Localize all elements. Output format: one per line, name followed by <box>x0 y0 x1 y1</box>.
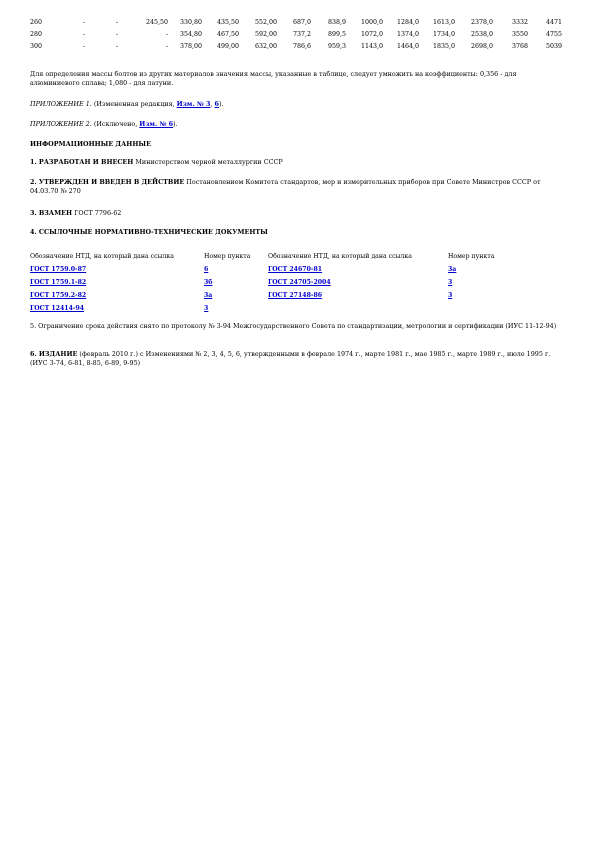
info-item-5-text: 5. Ограничение срока действия снято по протоколу № 3-94 Межгосударственного Совета по стандартизации, метрологии и сертификации (ИУС 11-12-94) <box>30 322 557 330</box>
info-item-4 <box>30 228 562 237</box>
mass-table-cell: 245,50 <box>145 19 168 26</box>
reference-table-row <box>30 302 528 315</box>
standard-link[interactable]: ГОСТ 24705-2004 <box>268 279 331 286</box>
info-heading: ИНФОРМАЦИОННЫЕ ДАННЫЕ <box>30 140 151 148</box>
mass-table-cell: 1613,0 <box>432 19 455 26</box>
mass-table-cell: 899,5 <box>327 31 346 38</box>
info-item-1 <box>30 158 562 167</box>
standard-link[interactable]: ГОСТ 12414-94 <box>30 305 85 312</box>
appendix-1-tail: ). <box>218 100 224 108</box>
appendix-1-label: ПРИЛОЖЕНИЕ 1 <box>30 100 90 108</box>
mass-table-cell: 2378,0 <box>470 19 493 26</box>
reference-table-row <box>30 289 528 302</box>
clause-link[interactable]: 6 <box>204 266 209 273</box>
clause-link[interactable]: 3 <box>204 305 209 312</box>
mass-table-cell: 552,00 <box>254 19 277 26</box>
header-item-right: Номер пункта <box>448 253 495 260</box>
reference-cell <box>204 276 268 289</box>
clause-link[interactable]: 3б <box>204 279 213 286</box>
clause-link[interactable]: 3 <box>448 279 453 286</box>
info-item-2-label: 2. УТВЕРЖДЕН И ВВЕДЕН В ДЕЙСТВИЕ <box>30 178 185 186</box>
reference-table-body <box>30 250 528 315</box>
mass-table-cell: 4471 <box>545 19 562 26</box>
mass-table-cell: 330,80 <box>179 19 202 26</box>
mass-table-cell: 838,9 <box>327 19 346 26</box>
mass-note <box>30 70 562 88</box>
mass-table-cell: 354,80 <box>179 31 202 38</box>
reference-cell <box>268 263 448 276</box>
clause-link[interactable]: 3 <box>448 292 453 299</box>
reference-cell <box>30 263 204 276</box>
mass-table-cell: - <box>165 43 168 50</box>
appendix-1-text: . (Измененная редакция, <box>89 100 177 108</box>
mass-table-cell: 737,2 <box>292 31 311 38</box>
mass-table-size-cell: 260 <box>30 19 43 26</box>
clause-link[interactable]: 3а <box>448 266 457 273</box>
info-item-2-text: Постановлением Комитета стандартов, мер и измерительных приборов при Совете Министров СССР от 04.03.70 № 270 <box>30 178 541 195</box>
header-doc-right: Обозначение НТД, на который дана ссылка <box>268 253 412 260</box>
mass-table-cell: 1734,0 <box>432 31 455 38</box>
mass-table-cell: 959,3 <box>327 43 346 50</box>
mass-table-cell: 2538,0 <box>470 31 493 38</box>
mass-table-row <box>30 17 562 29</box>
reference-table-row <box>30 276 528 289</box>
mass-table-cell: 3332 <box>511 19 528 26</box>
mass-table-cell: 1464,0 <box>396 43 419 50</box>
mass-table-cell: 5039 <box>545 43 562 50</box>
mass-table-cell: 687,0 <box>292 19 311 26</box>
mass-table-cell: 3550 <box>511 31 528 38</box>
reference-cell <box>204 289 268 302</box>
mass-table-cell: 632,00 <box>254 43 277 50</box>
mass-table-cell: - <box>115 43 119 50</box>
standard-link[interactable]: ГОСТ 1759.2-82 <box>30 292 87 299</box>
appendix-2-tail: ). <box>173 120 178 128</box>
header-doc-left: Обозначение НТД, на который дана ссылка <box>30 253 174 260</box>
info-item-3 <box>30 209 562 218</box>
mass-table-cell: 3768 <box>511 43 528 50</box>
mass-table-cell: 435,50 <box>216 19 239 26</box>
mass-table-cell: 1143,0 <box>360 43 383 50</box>
info-item-6 <box>30 350 562 368</box>
info-item-6-text: (февраль 2010 г.) с Изменениями № 2, 3, 4, 5, 6, утвержденными в феврале 1974 г., марте 1981 г., мае 1985 г., марте 1989 г., июле 1995 г. (ИУС 3-74, 6-81, 8-85, 6-89, 9-95) <box>30 350 551 367</box>
clause-link[interactable]: 3а <box>204 292 213 299</box>
mass-table <box>30 17 562 53</box>
standard-link[interactable]: ГОСТ 1759.0-87 <box>30 266 87 273</box>
mass-table-cell: 499,00 <box>216 43 239 50</box>
mass-table-cell: 592,00 <box>254 31 277 38</box>
appendix-1-separator: , <box>210 100 215 108</box>
reference-cell <box>448 263 528 276</box>
reference-cell <box>30 276 204 289</box>
reference-cell <box>448 302 528 315</box>
appendix-1-note <box>30 100 562 109</box>
reference-cell <box>30 289 204 302</box>
reference-cell <box>268 289 448 302</box>
mass-table-cell: - <box>165 31 168 38</box>
info-item-3-label: 3. ВЗАМЕН <box>30 209 73 217</box>
mass-table-cell: 4755 <box>545 31 562 38</box>
reference-cell <box>268 302 448 315</box>
info-item-6-label: 6. ИЗДАНИЕ <box>30 350 78 358</box>
mass-note-text: Для определения массы болтов из других материалов значения массы, указанные в таблице, следует умножить на коэффициенты: 0,356 - для алюминиевого сплава; 1,080 - для латуни. <box>30 70 517 87</box>
mass-table-cell: 1284,0 <box>396 19 419 26</box>
mass-table-cell: 467,50 <box>216 31 239 38</box>
amendment-6-link[interactable]: 6 <box>214 100 219 108</box>
mass-table-cell: 2698,0 <box>470 43 493 50</box>
mass-table-body <box>30 17 562 53</box>
mass-table-cell: 786,6 <box>292 43 311 50</box>
mass-table-size-cell: 300 <box>30 43 43 50</box>
mass-table-cell: 1072,0 <box>360 31 383 38</box>
mass-table-cell: 378,00 <box>179 43 202 50</box>
standard-link[interactable]: ГОСТ 27148-86 <box>268 292 323 299</box>
appendix-2-text: . (Исключено, <box>89 120 140 128</box>
mass-table-cell: - <box>82 43 86 50</box>
mass-table-cell: - <box>82 31 86 38</box>
info-item-1-text: Министерством черной металлургии СССР <box>133 158 283 166</box>
reference-cell <box>204 302 268 315</box>
standard-link[interactable]: ГОСТ 24670-81 <box>268 266 323 273</box>
mass-table-cell: - <box>115 19 119 26</box>
mass-table-row <box>30 41 562 53</box>
info-item-3-text: ГОСТ 7796-62 <box>72 209 122 217</box>
info-item-2 <box>30 178 562 196</box>
header-item-left: Номер пункта <box>204 253 251 260</box>
info-item-4-label: 4. ССЫЛОЧНЫЕ НОРМАТИВНО-ТЕХНИЧЕСКИЕ ДОКУМЕНТЫ <box>30 228 268 236</box>
mass-table-cell: - <box>82 19 86 26</box>
mass-table-size-cell: 280 <box>30 31 43 38</box>
appendix-2-label: ПРИЛОЖЕНИЕ 2 <box>30 120 90 128</box>
mass-table-cell: 1835,0 <box>432 43 455 50</box>
reference-documents-table <box>30 250 528 315</box>
standard-link[interactable]: ГОСТ 1759.1-82 <box>30 279 87 286</box>
info-item-1-label: 1. РАЗРАБОТАН И ВНЕСЕН <box>30 158 134 166</box>
reference-cell <box>30 302 204 315</box>
reference-table-header <box>30 250 528 263</box>
amendment-3-link[interactable]: Изм. № 3 <box>176 100 211 108</box>
reference-cell <box>204 263 268 276</box>
reference-cell <box>448 276 528 289</box>
info-item-5 <box>30 322 562 331</box>
reference-cell <box>268 276 448 289</box>
appendix-2-note <box>30 120 562 129</box>
mass-table-cell: 1000,0 <box>360 19 383 26</box>
reference-table-row <box>30 263 528 276</box>
mass-table-cell: 1374,0 <box>396 31 419 38</box>
mass-table-row <box>30 29 562 41</box>
mass-table-cell: - <box>115 31 119 38</box>
amendment-6-link-2[interactable]: Изм. № 6 <box>139 120 174 128</box>
reference-cell <box>448 289 528 302</box>
